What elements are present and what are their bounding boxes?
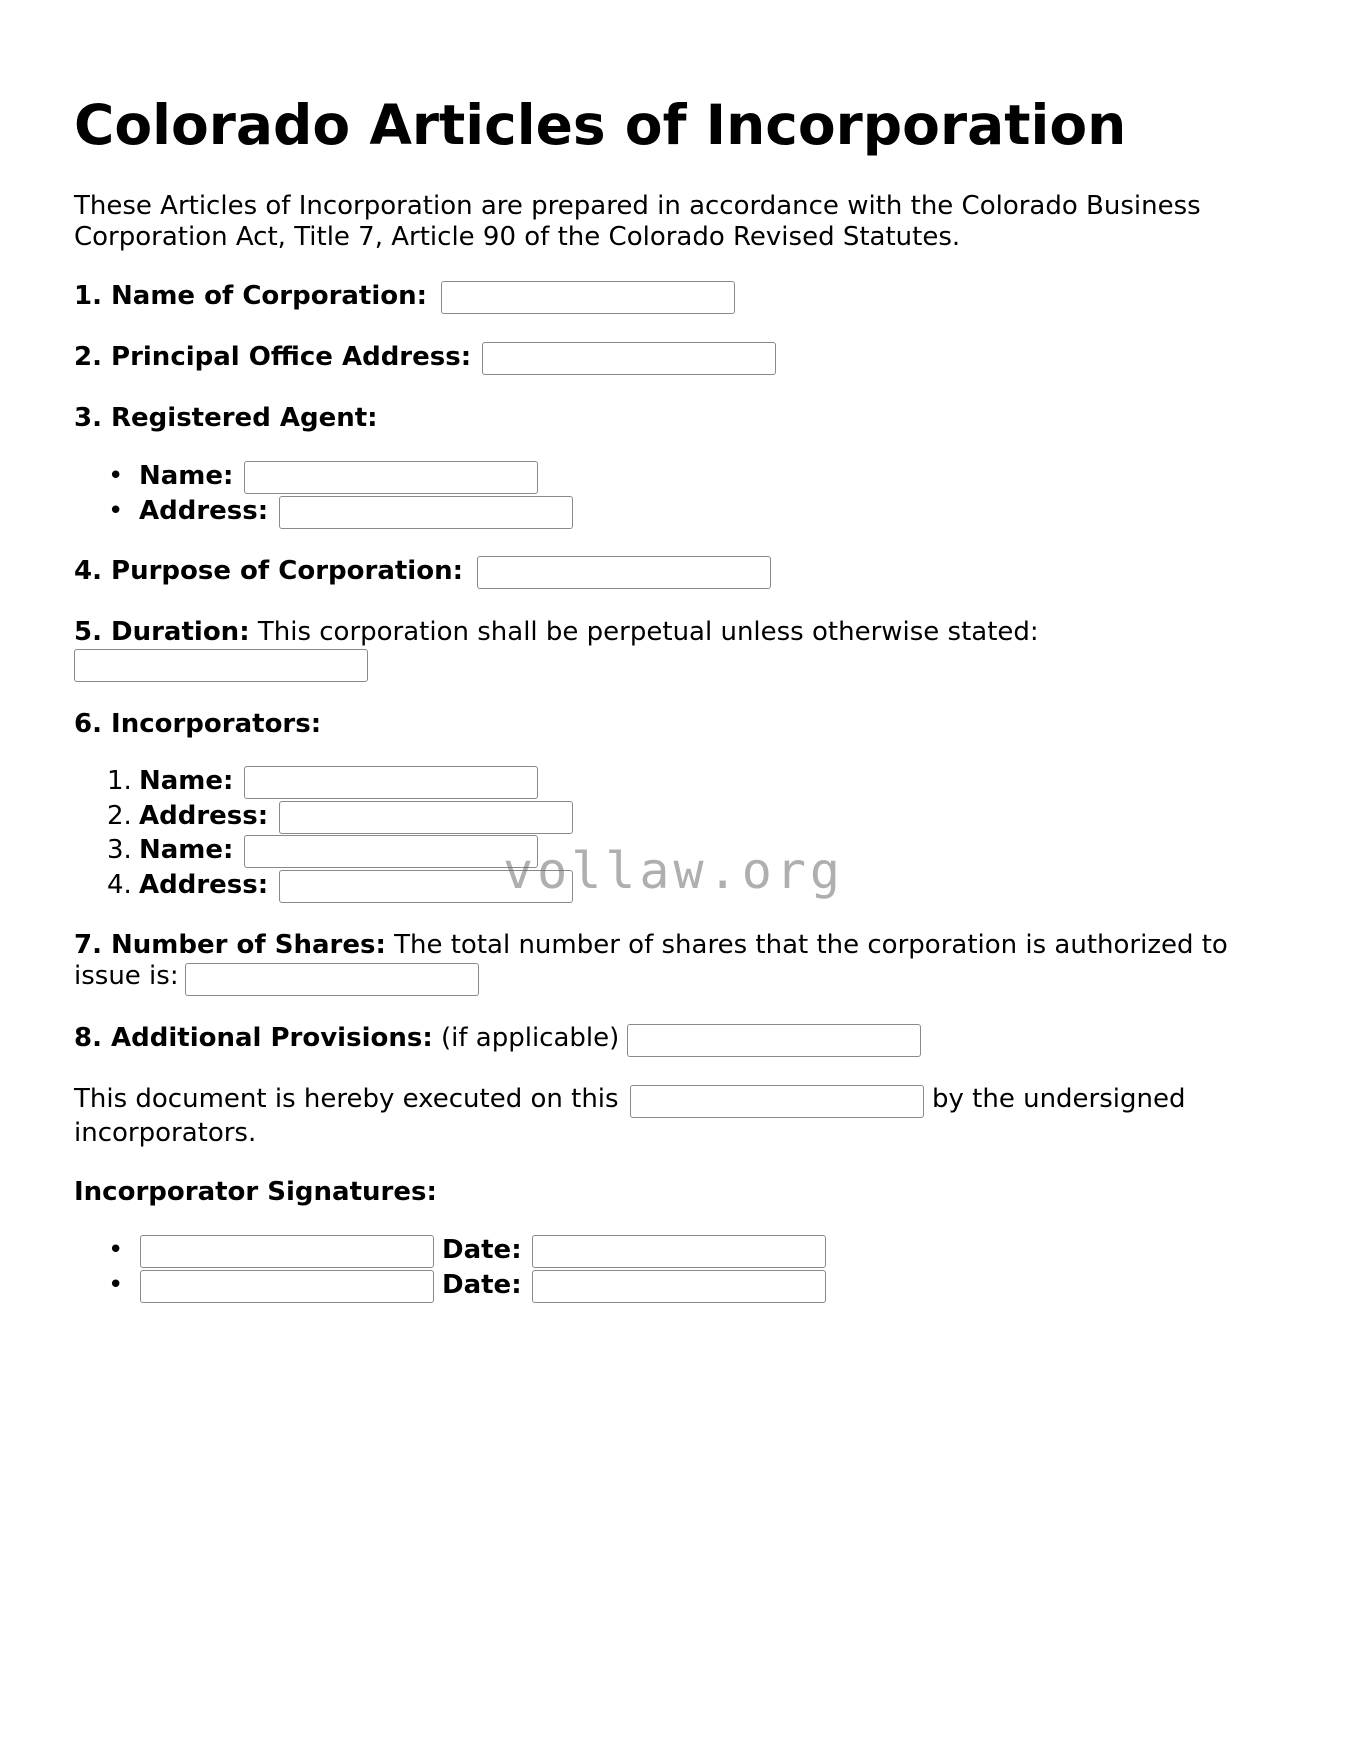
section-incorporators [74, 709, 321, 740]
agent-name-input[interactable] [244, 461, 538, 494]
execution-text-line2: incorporators. [74, 1118, 257, 1148]
list-bullet: • [108, 1235, 124, 1265]
list-bullet: • [108, 496, 124, 526]
signature-2-date-input[interactable] [532, 1270, 826, 1303]
page-title: Colorado Articles of Incorporation [74, 93, 1127, 157]
section-registered-agent [74, 403, 378, 434]
intro-paragraph: These Articles of Incorporation are prepared in accordance with the Colorado Business Corporation Act, Title 7, Article 90 of the Colorado Revised Statutes. [74, 191, 1201, 252]
section-label: Incorporator Signatures: [74, 1177, 437, 1207]
list-number: 1. [107, 766, 132, 796]
list-bullet: • [108, 461, 124, 491]
agent-name-label: Name: [139, 461, 234, 491]
section-principal-office [74, 342, 471, 373]
section-number-of-shares [74, 930, 1228, 961]
section-number-of-shares-line2 [74, 961, 179, 992]
signature-1-date-input[interactable] [532, 1235, 826, 1268]
signature-2-input[interactable] [140, 1270, 434, 1303]
section-text: issue is: [74, 961, 179, 991]
signatures-heading [74, 1177, 437, 1208]
section-duration [74, 617, 1039, 648]
incorporator-2-name-input[interactable] [244, 835, 538, 868]
execution-statement-line2 [74, 1118, 256, 1149]
section-label: 1. Name of Corporation: [74, 281, 428, 311]
incorporator-1-address-input[interactable] [279, 801, 573, 834]
execution-statement [74, 1084, 619, 1115]
section-text: The total number of shares that the corporation is authorized to [385, 930, 1228, 960]
number-of-shares-input[interactable] [185, 963, 479, 996]
purpose-input[interactable] [477, 556, 771, 589]
list-number: 4. [107, 870, 132, 900]
duration-input[interactable] [74, 649, 368, 682]
date-label: Date: [442, 1270, 522, 1300]
incorporator-address-label: Address: [139, 801, 269, 831]
date-label: Date: [442, 1235, 522, 1265]
additional-provisions-input[interactable] [627, 1024, 921, 1057]
watermark: vollaw.org [503, 842, 845, 900]
section-label: 7. Number of Shares: [74, 930, 386, 960]
execution-date-input[interactable] [630, 1085, 924, 1118]
incorporator-name-label: Name: [139, 835, 234, 865]
section-label: 6. Incorporators: [74, 709, 322, 739]
execution-text-after: by the undersigned [932, 1084, 1186, 1114]
section-text: This corporation shall be perpetual unless otherwise stated: [249, 617, 1039, 647]
incorporator-address-label: Address: [139, 870, 269, 900]
section-label: 3. Registered Agent: [74, 403, 378, 433]
section-purpose [74, 556, 463, 587]
incorporator-2-address-input[interactable] [279, 870, 573, 903]
section-label: 5. Duration: [74, 617, 250, 647]
section-label: 4. Purpose of Corporation: [74, 556, 463, 586]
list-number: 3. [107, 835, 132, 865]
section-additional-provisions [74, 1023, 619, 1054]
section-label: 2. Principal Office Address: [74, 342, 472, 372]
section-text: (if applicable) [432, 1023, 620, 1053]
agent-address-input[interactable] [279, 496, 573, 529]
signature-1-input[interactable] [140, 1235, 434, 1268]
corporation-name-input[interactable] [441, 281, 735, 314]
incorporator-name-label: Name: [139, 766, 234, 796]
incorporator-1-name-input[interactable] [244, 766, 538, 799]
agent-address-label: Address: [139, 496, 269, 526]
principal-office-address-input[interactable] [482, 342, 776, 375]
list-bullet: • [108, 1270, 124, 1300]
execution-text-before: This document is hereby executed on this [74, 1084, 619, 1114]
section-name-of-corporation [74, 281, 427, 312]
section-label: 8. Additional Provisions: [74, 1023, 433, 1053]
list-number: 2. [107, 801, 132, 831]
